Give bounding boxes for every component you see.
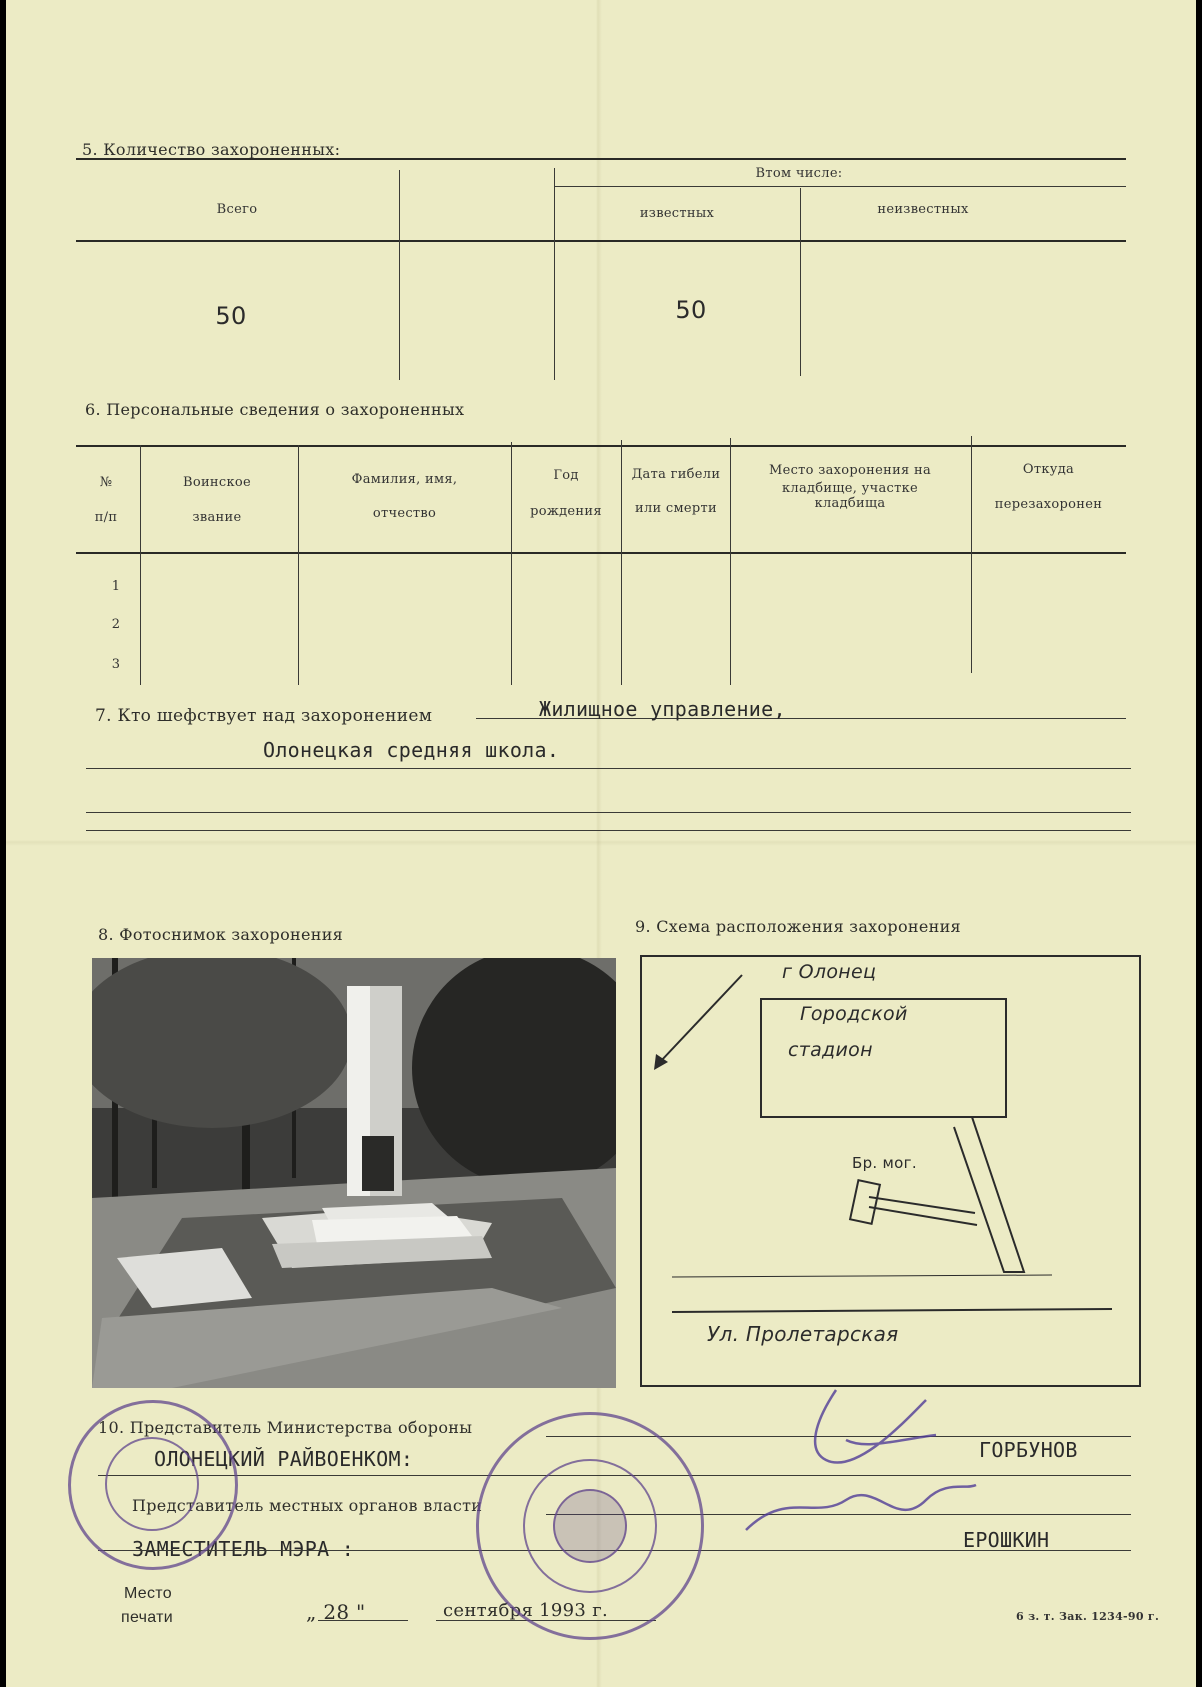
row-number-2: 2 xyxy=(111,617,121,632)
table5-col-divider xyxy=(554,168,555,380)
table5-col-divider xyxy=(399,170,400,380)
date-day: „ 28 " xyxy=(306,1600,366,1624)
table5-top-border xyxy=(76,158,1126,160)
col-num-header-2: п/п xyxy=(94,510,118,525)
burial-passport-page xyxy=(6,0,1196,1687)
col-death-header-2: или смерти xyxy=(635,501,717,516)
table5-header-border xyxy=(76,240,1126,242)
section-7-label: 7. Кто шефствует над захоронением xyxy=(95,706,433,726)
total-value: 50 xyxy=(215,302,247,330)
ministry-representative-name: ГОРБУНОВ xyxy=(979,1438,1078,1462)
known-value: 50 xyxy=(675,296,707,324)
local-authority-name: ЕРОШКИН xyxy=(963,1528,1050,1552)
section-8-title: 8. Фотоснимок захоронения xyxy=(98,925,344,944)
table6-col-divider xyxy=(298,445,299,685)
table6-top-border xyxy=(76,445,1126,447)
date-month-year: сентября 1993 г. xyxy=(443,1600,608,1621)
table6-col-divider xyxy=(971,436,972,673)
section-7-line-2 xyxy=(86,768,1131,769)
local-authority-label: Представитель местных органов власти xyxy=(132,1496,483,1515)
scheme-stadium-label-2: стадион xyxy=(788,1039,873,1061)
table6-col-divider xyxy=(621,440,622,685)
table6-header-border xyxy=(76,552,1126,554)
col-num-header-1: № xyxy=(99,475,113,490)
col-place-header-2: кладбище, участке xyxy=(781,481,919,496)
round-seal-right xyxy=(476,1412,704,1640)
col-place-header-1: Место захоронения на xyxy=(768,463,932,478)
section-6-title: 6. Персональные сведения о захороненных xyxy=(85,400,465,419)
col-death-header-1: Дата гибели xyxy=(631,467,721,482)
scheme-grave-label: Бр. мог. xyxy=(852,1154,917,1172)
scheme-street-label: Ул. Пролетарская xyxy=(707,1322,899,1346)
memorial-photo-image xyxy=(92,958,616,1388)
printing-mark: 6 з. т. Зак. 1234-90 г. xyxy=(1016,1610,1160,1623)
ministry-representative: ОЛОНЕЦКИЙ РАЙВОЕНКОМ: xyxy=(154,1447,414,1471)
col-name-header-1: Фамилия, имя, xyxy=(351,472,458,487)
section-7-value-1: Жилищное управление, xyxy=(539,697,786,721)
table6-col-divider xyxy=(140,445,141,685)
section-5-title: 5. Количество захороненных: xyxy=(82,140,341,159)
local-authority-representative: ЗАМЕСТИТЕЛЬ МЭРА : xyxy=(132,1537,355,1561)
section-7-line-4 xyxy=(86,830,1131,831)
col-from-header-2: перезахоронен xyxy=(994,497,1103,512)
including-underline xyxy=(554,186,1126,187)
col-rank-header-2: звание xyxy=(192,510,242,525)
section-7-value-2: Олонецкая средняя школа. xyxy=(263,738,560,762)
known-header: известных xyxy=(639,206,715,221)
row-number-1: 1 xyxy=(111,579,121,594)
row-number-3: 3 xyxy=(111,657,121,672)
table6-col-divider xyxy=(730,438,731,685)
section-10-label: 10. Представитель Министерства обороны xyxy=(98,1418,473,1437)
scheme-town-label: г Олонец xyxy=(782,961,877,983)
round-seal-left xyxy=(68,1400,238,1570)
memorial-photo xyxy=(92,958,616,1388)
scheme-stadium-label-1: Городской xyxy=(800,1003,908,1025)
location-scheme xyxy=(640,955,1141,1387)
col-name-header-2: отчество xyxy=(372,506,437,521)
col-place-header-3: кладбища xyxy=(814,496,886,511)
signature xyxy=(726,1380,986,1580)
col-year-header-1: Год xyxy=(553,468,579,483)
unknown-header: неизвестных xyxy=(877,202,969,217)
including-header: Втом числе: xyxy=(755,166,843,181)
table5-col-divider xyxy=(800,188,801,376)
section-7-line-3 xyxy=(86,812,1131,813)
seal-place-label-1: Место xyxy=(124,1585,172,1602)
col-from-header-1: Откуда xyxy=(1022,462,1075,477)
seal-place-label-2: печати xyxy=(121,1609,173,1626)
total-header: Всего xyxy=(216,202,258,217)
section-9-title: 9. Схема расположения захоронения xyxy=(635,917,961,936)
col-rank-header-1: Воинское xyxy=(182,475,252,490)
date-day-line xyxy=(318,1620,408,1621)
table6-col-divider xyxy=(511,442,512,685)
col-year-header-2: рождения xyxy=(530,504,602,519)
